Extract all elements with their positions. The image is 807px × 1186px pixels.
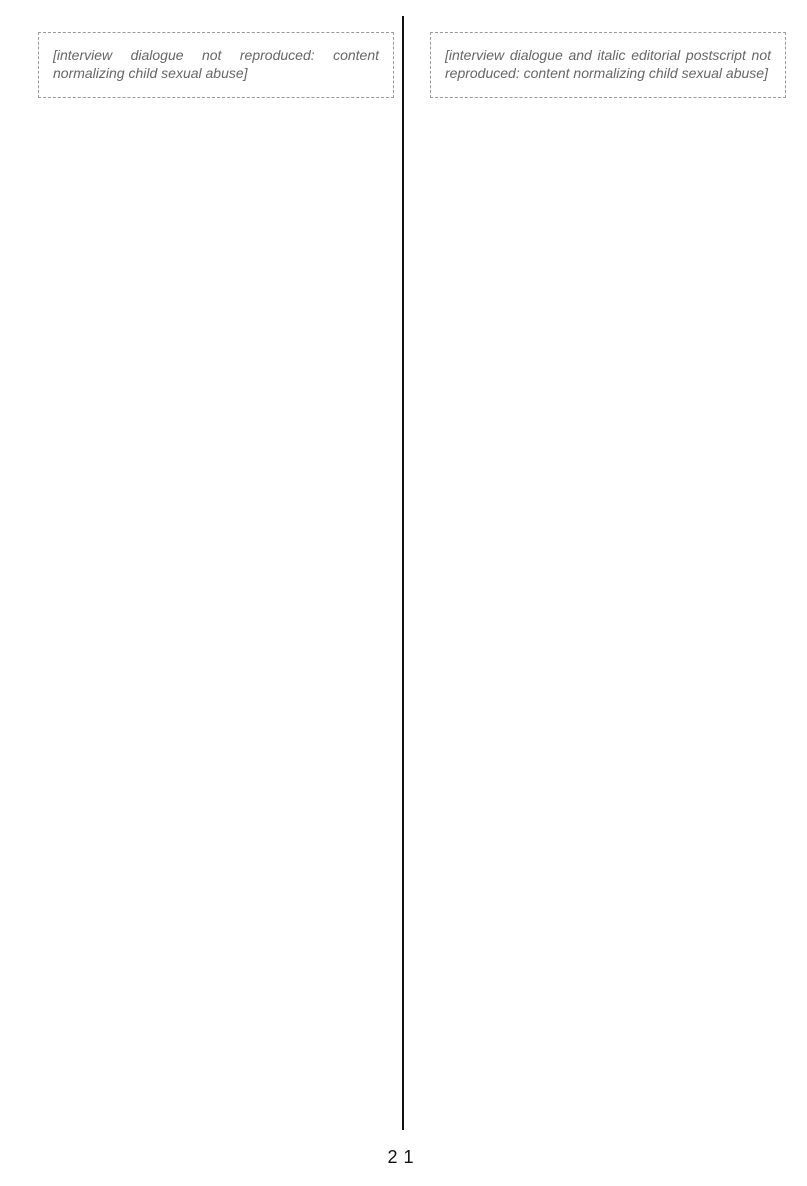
right-column bbox=[430, 24, 786, 98]
column-divider-rule bbox=[402, 16, 404, 1130]
right-column-redaction-note: [interview dialogue and italic editorial postscript not reproduced: content normalizing child sexual abuse] bbox=[430, 32, 786, 98]
left-column-redaction-note: [interview dialogue not reproduced: content normalizing child sexual abuse] bbox=[38, 32, 394, 98]
left-column bbox=[38, 24, 394, 98]
page-number: 21 bbox=[387, 1147, 420, 1167]
